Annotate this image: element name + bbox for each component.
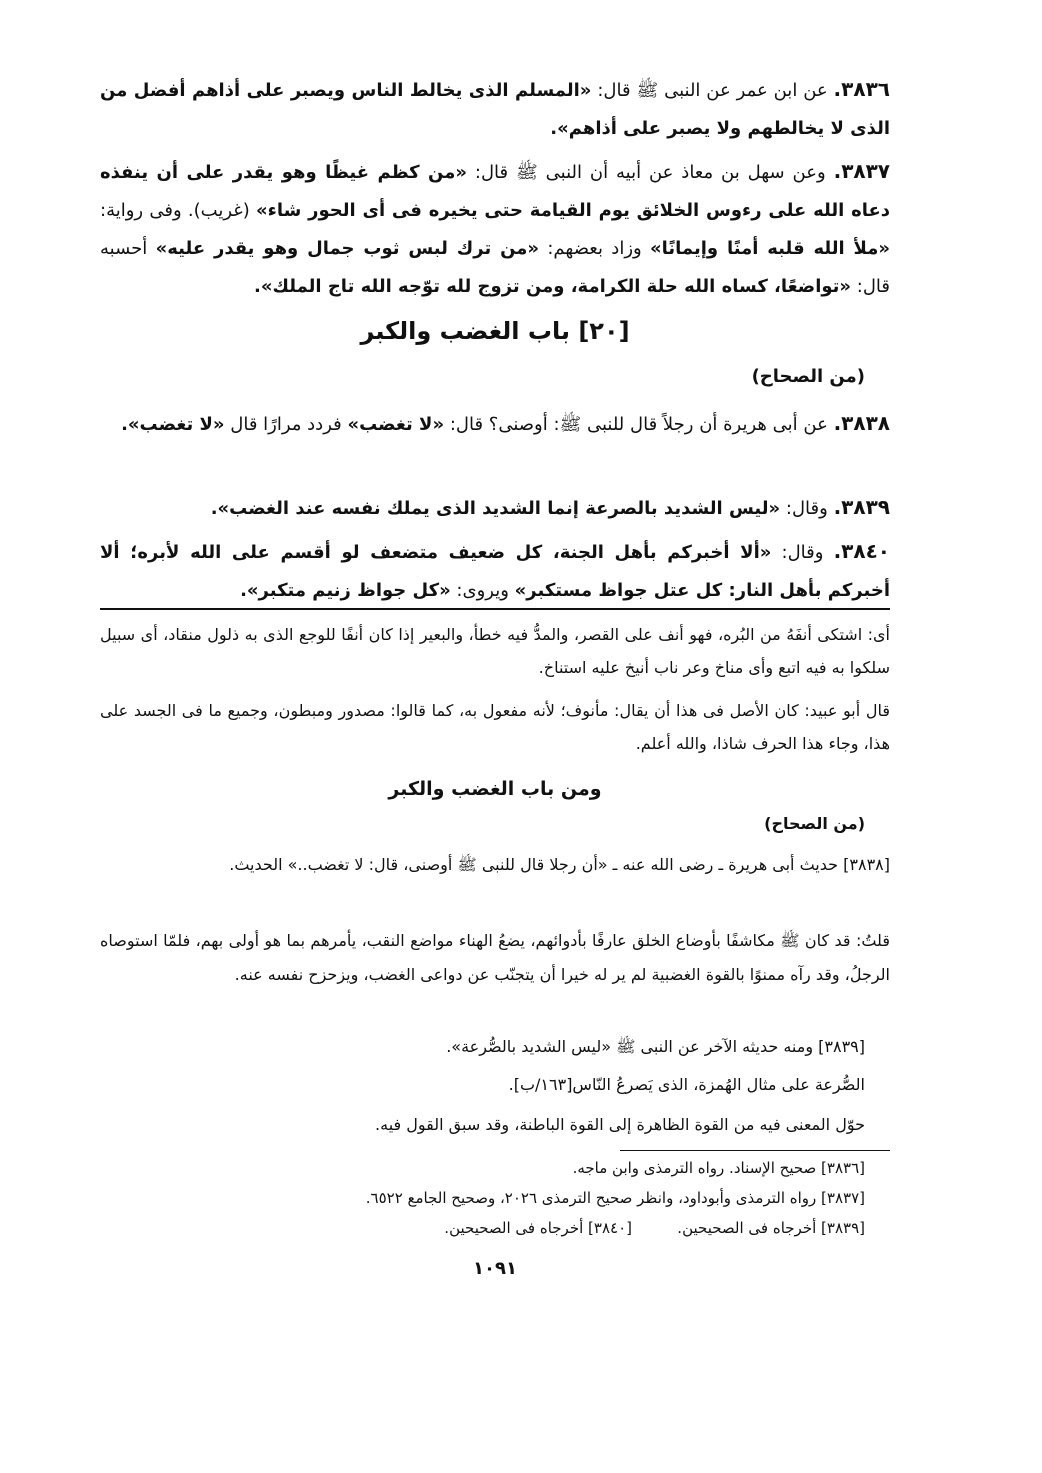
- hadith-3840: [100, 532, 890, 610]
- hadith-intro: وقال:: [771, 542, 824, 563]
- footnote-rule: [620, 1150, 890, 1151]
- commentary-paragraph-3: [٣٨٣٨] حديث أبى هريرة ـ رضى الله عنه ـ «أن رجلا قال للنبى ﷺ أوصنى، قال: لا تغضب..» الحديث.: [229, 855, 890, 874]
- commentary-sihah-label: (من الصحاح): [764, 814, 865, 833]
- hadith-quote-4: «تواضعًا، كساه الله حلة الكرامة، ومن تزوج لله توّجه الله تاج الملك».: [254, 276, 852, 297]
- commentary-paragraph-6: الصُّرعة على مثال الهُمزة، الذى يَصرعُ النّاس[١٦٣/ب].: [508, 1075, 865, 1094]
- hadith-note: (غريب). وفى رواية:: [100, 200, 256, 221]
- section-title: ومن باب الغضب والكبر: [388, 778, 602, 800]
- footnote-3837: [٣٨٣٧] رواه الترمذى وأبوداود، وانظر صحيح الترمذى ٢٠٢٦، وصحيح الجامع ٦٥٢٢.: [365, 1189, 865, 1207]
- sihah-label: (من الصحاح): [751, 366, 865, 387]
- page-number: ١٠٩١: [473, 1258, 517, 1279]
- footnote-3840: [٣٨٤٠] أخرجاه فى الصحيحين.: [444, 1219, 632, 1237]
- hadith-number: ٣٨٣٨.: [833, 411, 890, 435]
- hadith-number: ٣٨٣٦.: [833, 77, 890, 101]
- hadith-number: ٣٨٣٩.: [833, 495, 890, 519]
- chapter-title: [٢٠] باب الغضب والكبر: [360, 317, 630, 345]
- commentary-paragraph-2: قال أبو عبيد: كان الأصل فى هذا أن يقال: مأنوف؛ لأنه مفعول به، كما قالوا: مصدور ومبطون، وجميع ما فى الجسد على هذا، وجاء هذا الحرف شاذا، والله أعلم.: [100, 701, 890, 753]
- hadith-quote: «المسلم الذى يخالط الناس ويصبر على أذاهم أفضل من الذى لا يخالطهم ولا يصبر على أذاهم».: [100, 80, 890, 139]
- hadith-intro: وعن سهل بن معاذ عن أبيه أن النبى ﷺ قال:: [466, 162, 826, 183]
- hadith-number: ٣٨٣٧.: [833, 159, 891, 183]
- hadith-quote-2: «ملأ الله قلبه أمنًا وإيمانًا»: [650, 238, 890, 259]
- hadith-note: فردد مرارًا قال: [224, 414, 348, 435]
- commentary-paragraph-1: أى: اشتكى أنفَهُ من البُره، فهو أنف على القصر، والمدُّ فيه خطأ، والبعير إذا كان أنفًا للوجع الذى به ذلول منقاد، أى سبيل سلكوا به فيه اتبع وأى مناخ وعر ناب أنيخ عليه استناخ.: [100, 625, 890, 677]
- hadith-quote: «ليس الشديد بالصرعة إنما الشديد الذى يملك نفسه عند الغضب».: [210, 498, 781, 519]
- hadith-note-3: أحسبه قال:: [100, 238, 890, 297]
- commentary-paragraph-5: [٣٨٣٩] ومنه حديثه الآخر عن النبى ﷺ «ليس الشديد بالصُّرعة».: [446, 1037, 865, 1056]
- footnote-3839: [٣٨٣٩] أخرجاه فى الصحيحين.: [677, 1219, 865, 1237]
- footnote-3836: [٣٨٣٦] صحيح الإسناد. رواه الترمذى وابن ماجه.: [572, 1159, 865, 1177]
- hadith-3839: [100, 488, 890, 528]
- hadith-quote: «ألا أخبركم بأهل الجنة، كل ضعيف متضعف لو أقسم على الله لأبره؛ ألا أخبركم بأهل النار: كل عتل جواظ مستكبر»: [100, 542, 890, 601]
- commentary-paragraph-7: حوّل المعنى فيه من القوة الظاهرة إلى القوة الباطنة، وقد سبق القول فيه.: [375, 1115, 865, 1134]
- hadith-intro: عن أبى هريرة أن رجلاً قال للنبى ﷺ: أوصنى؟ قال:: [444, 414, 828, 435]
- hadith-intro: وقال:: [780, 498, 828, 519]
- page-content: [100, 62, 890, 1452]
- hadith-intro: عن ابن عمر عن النبى ﷺ قال:: [591, 80, 828, 101]
- hadith-3837: [100, 152, 890, 306]
- commentary-paragraph-4: قلتُ: قد كان ﷺ مكاشفًا بأوضاع الخلق عارفًا بأدوائهم، يضعُ الهناء مواضع النقب، يأمرهم بما هو أولى بهم، فلمّا استوصاه الرجلُ، وقد رآه ممنوًا بالقوة الغضبية لم ير له خيرا أن يتجنّب عن دواعى الغضب، ويزحزح نفسه عنه.: [100, 931, 890, 984]
- separator-rule: [100, 608, 890, 610]
- hadith-quote-2: «كل جواظ زنيم متكبر».: [240, 580, 451, 601]
- hadith-note: ويروى:: [450, 580, 515, 601]
- hadith-3836: [100, 70, 890, 148]
- hadith-quote-3: «من ترك لبس ثوب جمال وهو يقدر عليه»: [155, 238, 540, 259]
- hadith-note-2: وزاد بعضهم:: [539, 238, 651, 259]
- hadith-quote: «من كظم غيظًا وهو يقدر على أن ينفذه دعاه الله على رءوس الخلائق يوم القيامة حتى يخيره فى أى الحور شاء»: [100, 162, 891, 221]
- hadith-number: ٣٨٤٠.: [833, 539, 890, 563]
- hadith-quote: «لا تغضب»: [347, 414, 445, 435]
- hadith-3838: [100, 404, 890, 444]
- hadith-quote-2: «لا تغضب».: [121, 414, 225, 435]
